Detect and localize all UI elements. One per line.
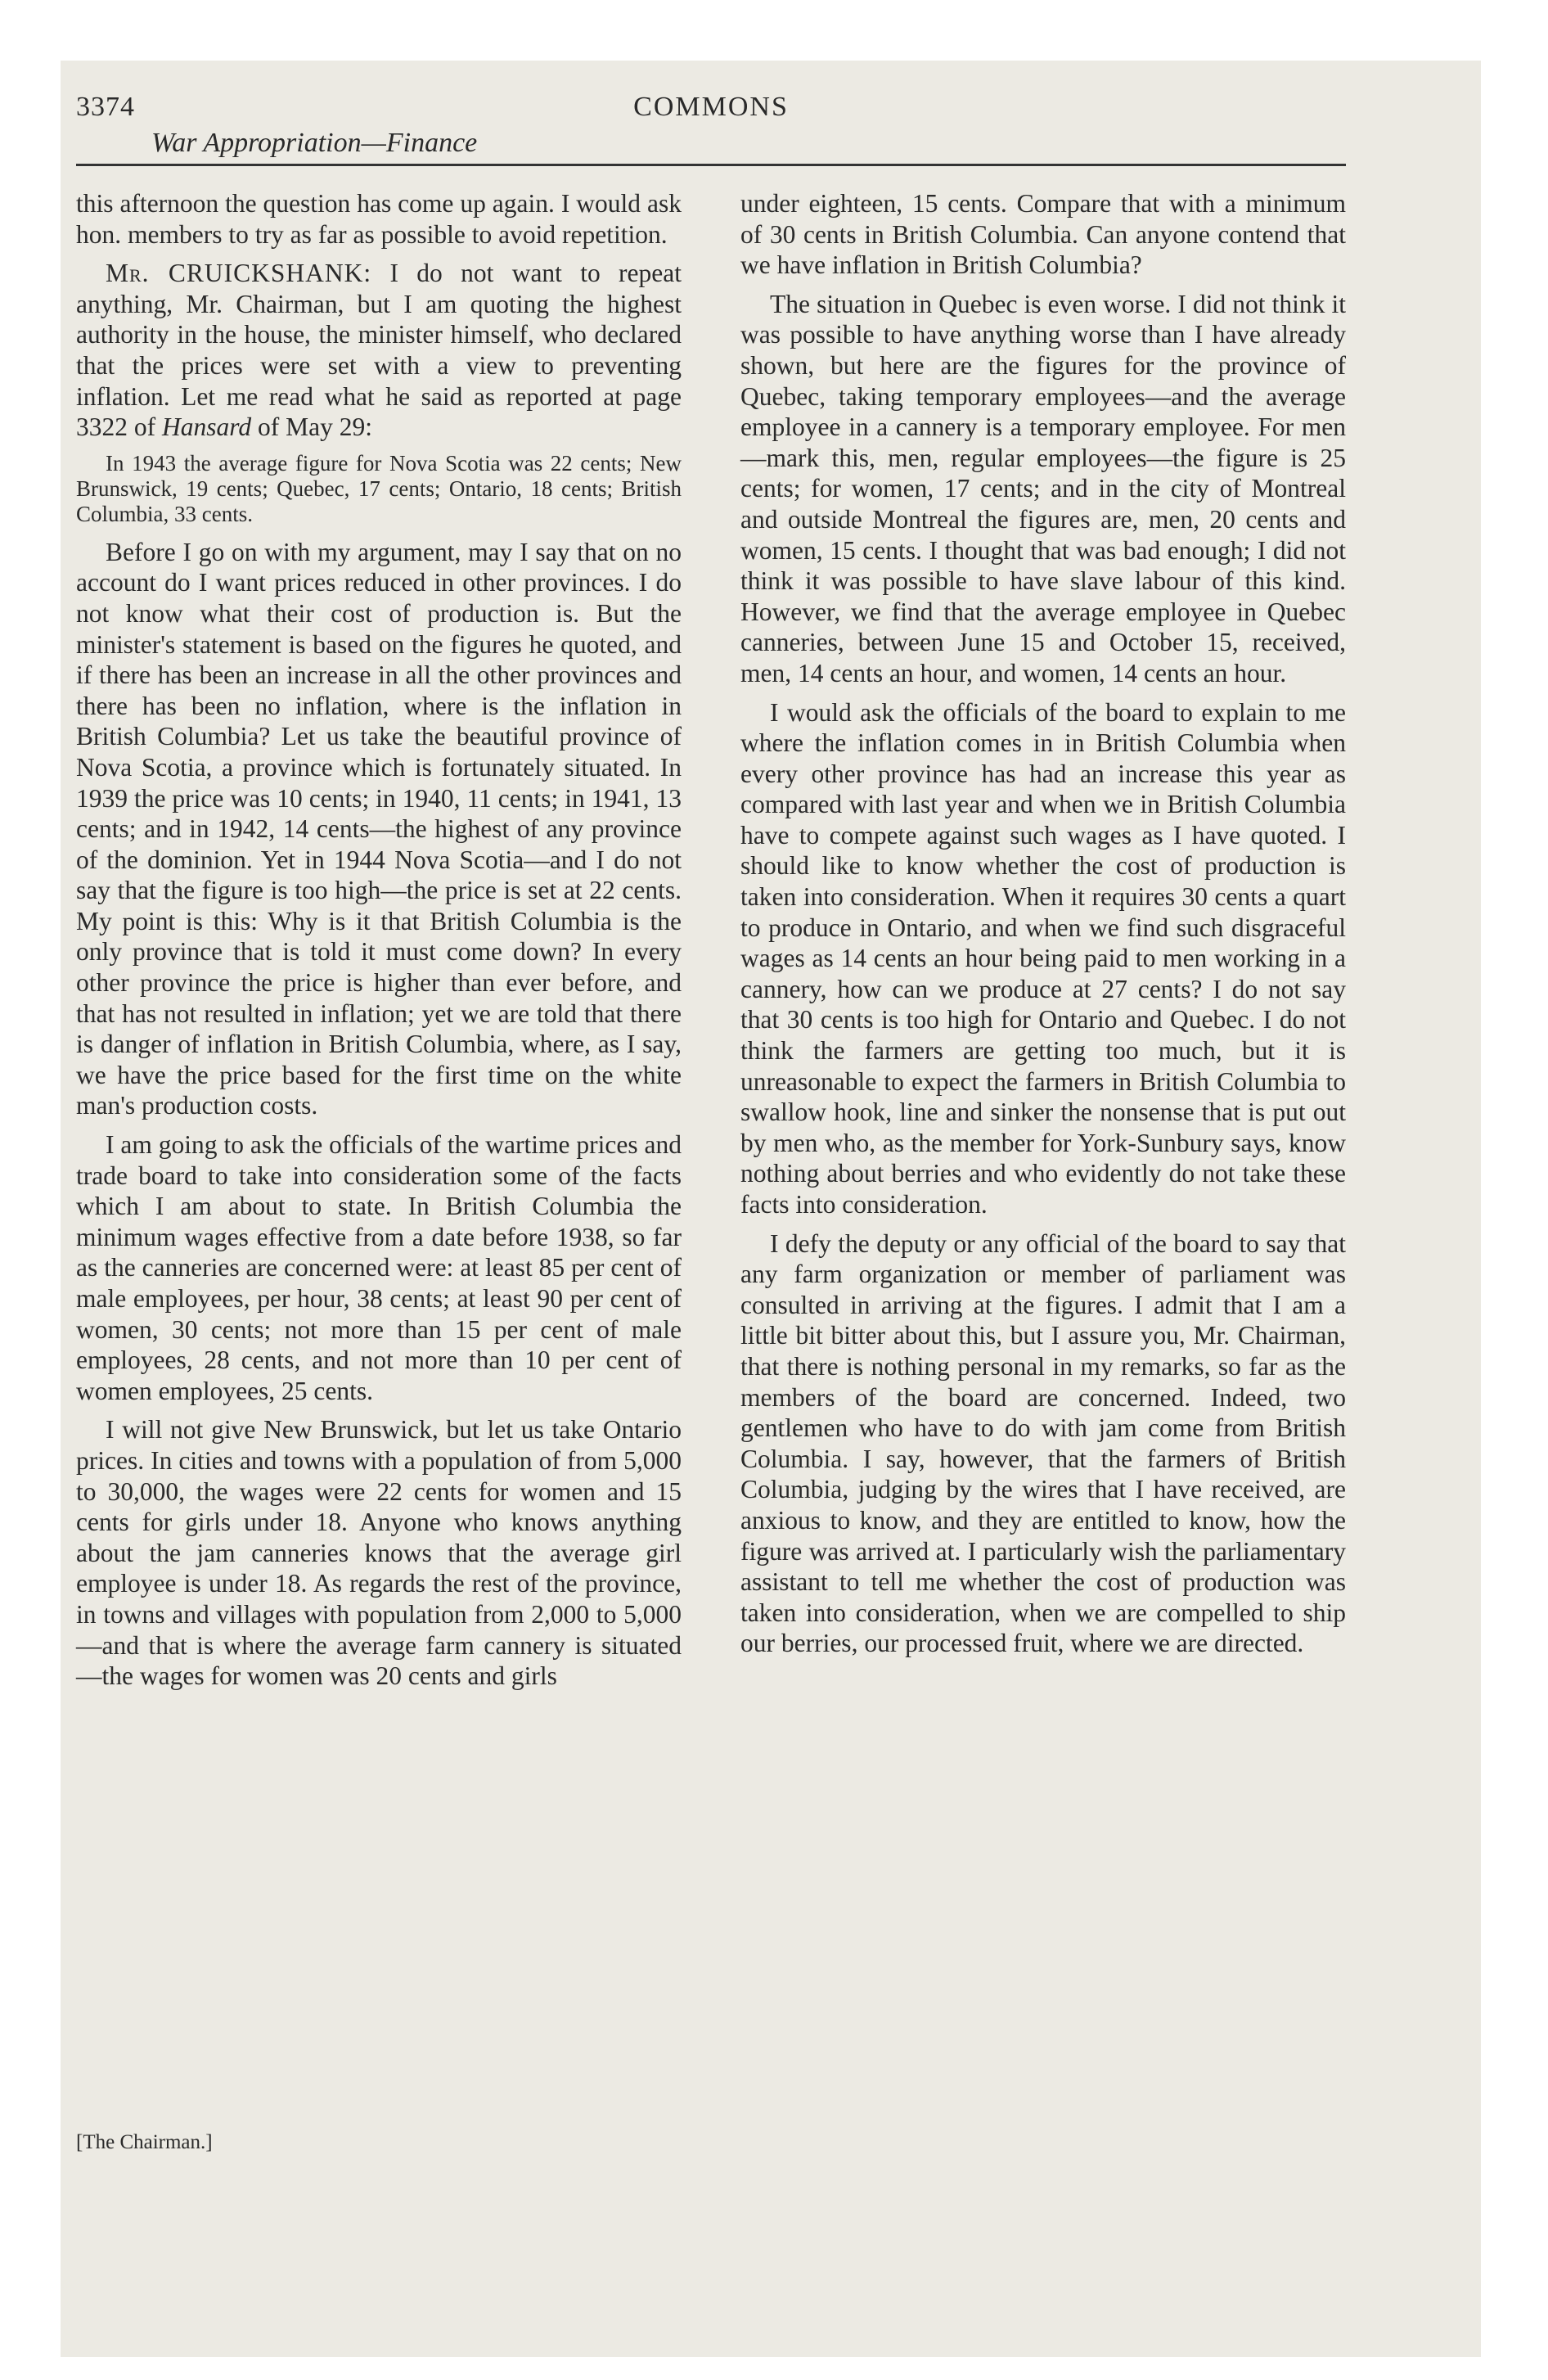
section-title: War Appropriation—Finance: [151, 128, 478, 158]
paragraph: I would ask the officials of the board to explain to me where the inflation comes in in British Columbia when every other province has had an increase this year as compared with last year and when we in British Columbia have to compete against such wages as I have quoted. I should like to know whether the cost of production is taken into consideration. When it requires 30 cents a quart to produce in Ontario, and when we find such disgraceful wages as 14 cents an hour being paid to men working in a cannery, how can we produce at 27 cents? I do not say that 30 cents is too high for Ontario and Quebec. I do not think the farmers are getting too much, but it is unreasonable to expect the farmers in British Columbia to swallow hook, line and sinker the nonsense that is put out by men who, as the member for York-Sunbury says, know nothing about berries and who evidently do not take these facts into consideration.: [740, 697, 1346, 1219]
hansard-title: Hansard: [162, 412, 252, 442]
speech-text: I do not want to repeat anything, Mr. Chairman, but I am quoting the highest authority in the house, the minister himself, who declared that the prices were set with a view to preventing inflation. Let me read what he said as reported at page 3322 of: [76, 259, 682, 442]
speaker-name: Mr. CRUICKSHANK:: [106, 259, 372, 288]
page-number: 3374: [76, 92, 135, 122]
paragraph: this afternoon the question has come up again. I would ask hon. members to try as far as possible to avoid repetition.: [76, 189, 682, 249]
left-column: [76, 188, 682, 1700]
paragraph-speech: [76, 258, 682, 443]
paragraph: The situation in Quebec is even worse. I did not think it was possible to have anything worse than I have already shown, but here are the figures for the province of Quebec, taking temporary employees—and the average employee in a cannery is a temporary employee. For men—mark this, men, regular employees—the figure is 25 cents; for women, 17 cents; and in the city of Montreal and outside Montreal the figures are, men, 20 cents and women, 15 cents. I thought that was bad enough; I did not think it was possible to have slave labour of this kind. However, we find that the average employee in Quebec canneries, between June 15 and October 15, received, men, 14 cents an hour, and women, 14 cents an hour.: [740, 289, 1346, 687]
right-column: [740, 188, 1346, 1667]
paragraph: I will not give New Brunswick, but let us take Ontario prices. In cities and towns with a population of from 5,000 to 30,000, the wages were 22 cents for women and 15 cents for girls under 18. Anyone who knows anything about the jam canneries knows that the average girl employee is under 18. As regards the rest of the province, in towns and villages with population from 2,000 to 5,000—and that is where the average farm cannery is situated —the wages for women was 20 cents and girls: [76, 1415, 682, 1691]
footnote: [The Chairman.]: [76, 2131, 213, 2153]
block-quote: In 1943 the average figure for Nova Scotia was 22 cents; New Brunswick, 19 cents; Quebec, 17 cents; Ontario, 18 cents; British Columbia, 33 cents.: [76, 450, 682, 526]
paragraph: I am going to ask the officials of the wartime prices and trade board to take into consideration some of the facts which I am about to state. In British Columbia the minimum wages effective from a date before 1938, so far as the canneries are concerned were: at least 85 per cent of male employees, per hour, 38 cents; at least 90 per cent of women, 30 cents; not more than 15 per cent of male employees, 28 cents, and not more than 10 per cent of women employees, 25 cents.: [76, 1130, 682, 1405]
speech-text-end: of May 29:: [251, 412, 372, 442]
paragraph: Before I go on with my argument, may I say that on no account do I want prices reduced in other provinces. I do not know what their cost of production is. But the minister's statement is based on the figures he quoted, and if there has been an increase in all the other provinces and there has been no inflation, where is the inflation in British Columbia? Let us take the beautiful province of Nova Scotia, a province which is fortunately situated. In 1939 the price was 10 cents; in 1940, 11 cents; in 1941, 13 cents; and in 1942, 14 cents—the highest of any province of the dominion. Yet in 1944 Nova Scotia—and I do not say that the figure is too high—the price is set at 22 cents. My point is this: Why is it that British Columbia is the only province that is told it must come down? In every other province the price is higher than ever before, and that has not resulted in inflation; yet we are told that there is danger of inflation in British Columbia, where, as I say, we have the price based for the first time on the white man's production costs.: [76, 537, 682, 1120]
header-rule: [76, 164, 1346, 166]
paragraph: under eighteen, 15 cents. Compare that with a minimum of 30 cents in British Columbia. Can anyone contend that we have inflation in British Columbia?: [740, 189, 1346, 280]
paragraph: I defy the deputy or any official of the board to say that any farm organization or member of parliament was consulted in arriving at the figures. I admit that I am a little bit bitter about this, but I assure you, Mr. Chairman, that there is nothing personal in my remarks, so far as the members of the board are concerned. Indeed, two gentlemen who have to do with jam come from British Columbia. I say, however, that the farmers of British Columbia, judging by the wires that I have received, are anxious to know, and they are entitled to know, how the figure was arrived at. I particularly wish the parliamentary assistant to tell me whether the cost of production was taken into consideration, when we are compelled to ship our berries, our processed fruit, where we are directed.: [740, 1228, 1346, 1658]
running-title: COMMONS: [633, 92, 789, 122]
